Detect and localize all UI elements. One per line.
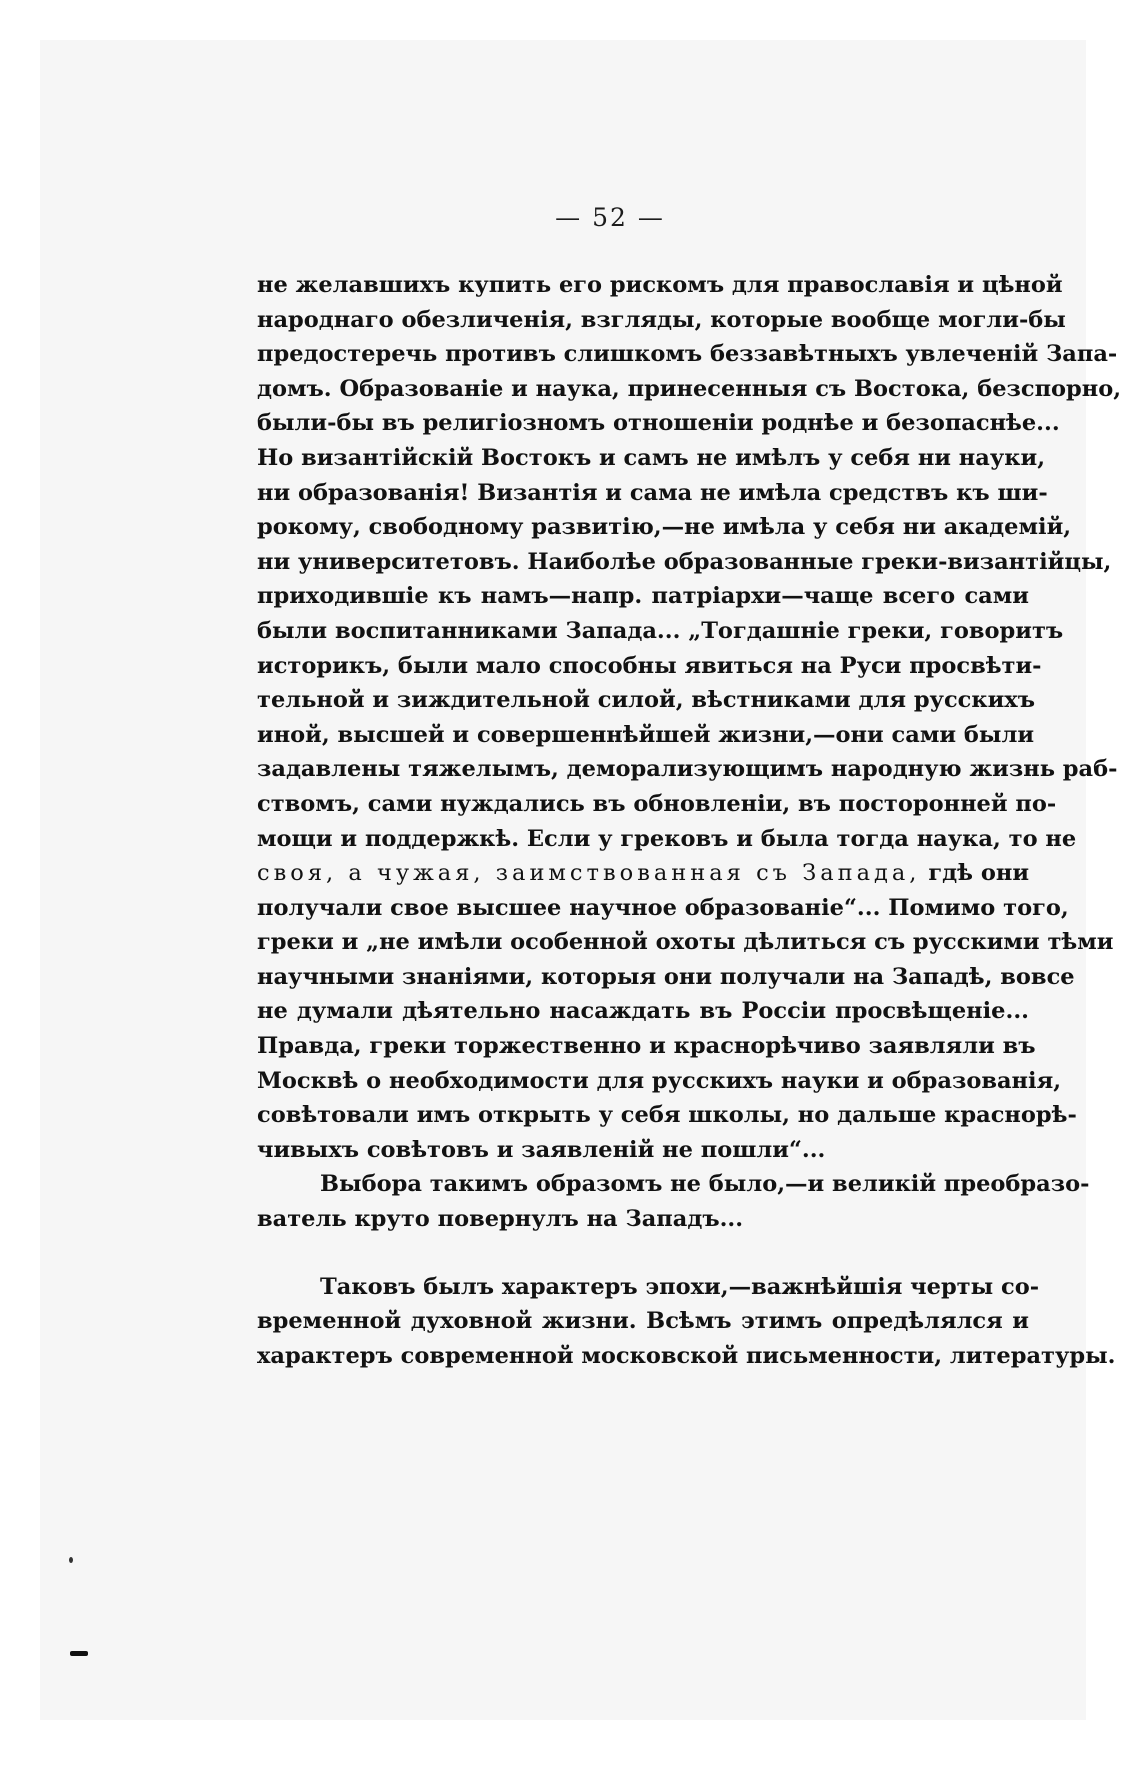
- text-line: рокому, свободному развитію,—не имѣла у себя ни академій,: [257, 514, 1072, 541]
- text-line: не думали дѣятельно насаждать въ Россіи просвѣщеніе...: [257, 998, 1029, 1025]
- text-line: совѣтовали имъ открыть у себя школы, но дальше краснорѣ-: [257, 1102, 1077, 1129]
- spaced-emphasis: своя, а чужая, заимствованная съ Запада,: [257, 860, 921, 887]
- text-line: задавлены тяжелымъ, деморализующимъ народную жизнь раб-: [257, 756, 1118, 783]
- text-line: приходившіе къ намъ—напр. патріархи—чаще всего сами: [257, 583, 1029, 610]
- text-line-spaced: [257, 856, 1029, 891]
- paragraph-2: [257, 1167, 1090, 1236]
- text-line: домъ. Образованіе и наука, принесенныя съ Востока, безспорно,: [257, 375, 1122, 402]
- body-text: [257, 268, 1122, 1373]
- text-line: ствомъ, сами нуждались въ обновленіи, въ посторонней по-: [257, 790, 1057, 817]
- text-line: предостеречь противъ слишкомъ беззавѣтныхъ увлеченій Запа-: [257, 341, 1118, 368]
- text-line: ни образованія! Византія и сама не имѣла средствъ къ ши-: [257, 479, 1048, 506]
- text-line: ни университетовъ. Наиболѣе образованные греки-византійцы,: [257, 548, 1112, 575]
- text-line: не желавшихъ купить его рискомъ для православія и цѣной: [257, 272, 1063, 298]
- text-line: временной духовной жизни. Всѣмъ этимъ опредѣлялся и: [257, 1308, 1029, 1335]
- text-line: иной, высшей и совершеннѣйшей жизни,—они сами были: [257, 721, 1035, 748]
- text-line: характеръ современной московской письменности, литературы.: [257, 1342, 1116, 1369]
- paragraph-1: [257, 268, 1122, 1167]
- text-line: были-бы въ религіозномъ отношеніи роднѣе и безопаснѣе...: [257, 410, 1060, 437]
- text-line: историкъ, были мало способны явиться на Руси просвѣти-: [257, 652, 1042, 679]
- scan-speck: [69, 1557, 73, 1563]
- page-number: — 52 —: [555, 203, 665, 232]
- text-line: Правда, греки торжественно и краснорѣчиво заявляли въ: [257, 1033, 1036, 1060]
- paragraph-3: [257, 1270, 1116, 1374]
- text-fragment: гдѣ они: [920, 860, 1030, 887]
- text-line: тельной и зиждительной силой, вѣстниками для русскихъ: [257, 687, 1035, 714]
- text-line: были воспитанниками Запада... „Тогдашніе греки, говоритъ: [257, 617, 1064, 644]
- text-line: ватель круто повернулъ на Западъ...: [257, 1206, 744, 1233]
- scan-mark: [70, 1651, 88, 1656]
- text-line: Но византійскій Востокъ и самъ не имѣлъ у себя ни науки,: [257, 444, 1046, 471]
- text-line: Москвѣ о необходимости для русскихъ науки и образованія,: [257, 1067, 1062, 1094]
- text-line: мощи и поддержкѣ. Если у грековъ и была тогда наука, то не: [257, 825, 1077, 852]
- text-line: получали свое высшее научное образованіе“... Помимо того,: [257, 894, 1069, 921]
- text-line: Таковъ былъ характеръ эпохи,—важнѣйшія черты со-: [320, 1273, 1040, 1300]
- text-line: научными знаніями, которыя они получали на Западѣ, вовсе: [257, 963, 1075, 990]
- text-line: Выбора такимъ образомъ не было,—и великій преобразо-: [320, 1171, 1090, 1198]
- text-line: чивыхъ совѣтовъ и заявленій не пошли“...: [257, 1136, 826, 1163]
- text-line: греки и „не имѣли особенной охоты дѣлиться съ русскими тѣми: [257, 929, 1114, 956]
- text-line: народнаго обезличенія, взгляды, которые вообще могли-бы: [257, 306, 1066, 333]
